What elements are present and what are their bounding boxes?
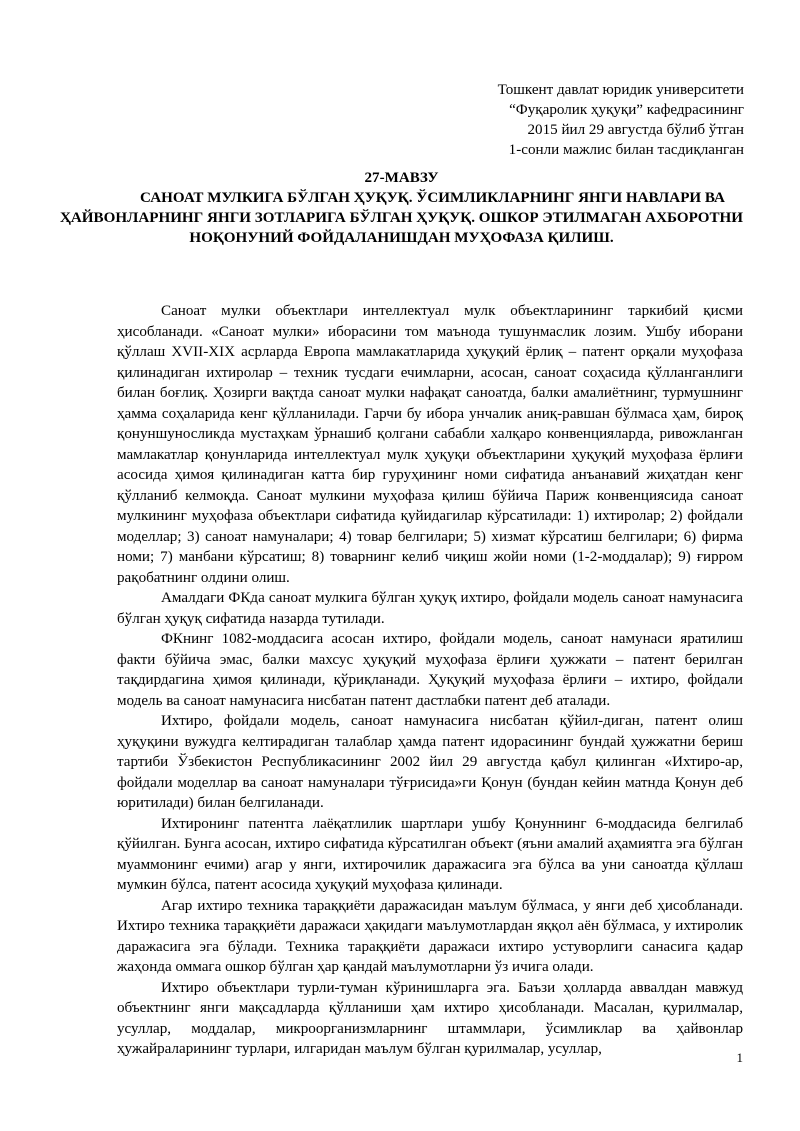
paragraph: Ихтиро, фойдали модель, саноат намунасига нисбатан қўйил-диган, патент олиш ҳуқуқини вужудга келтирадиган талаблар ҳамда патент идорасининг бундай ҳужжатни бериш тартиби Ўзбекистон Республикасининг 2002 йил 29 августда қабул қилинган «Ихтиро-ар, фойдали моделлар ва саноат намуналари тўғрисида»ги Қонун (бундан кейин матнда Қонун деб юритилади) билан белгиланади. [117, 713, 743, 811]
paragraph: Саноат мулки объектлари интеллектуал мулк объектларининг таркибий қисми ҳисобланади. «Саноат мулки» иборасини том маънода тушунмаслик лозим. Ушбу иборани қўллаш XVII-XIX асрларда Европа мамлакатларида ҳуқуқий ёрлиқ – патент орқали муҳофаза қилинадиган ихтиролар – техник тусдаги ечимларни, асосан, саноат соҳасида қўлланганлиги билан боғлиқ. Ҳозирги вақтда саноат мулки нафақат саноатда, балки амалиётнинг, турмушнинг ҳамма соҳаларида кенг қўлланилади. Гарчи бу ибора унчалик аниқ-равшан бўлмаса ҳам, бироқ қонуншуносликда мустаҳкам ўрнашиб қолгани сабабли халқаро конвенцияларда, ривожланган мамлакатлар қонунларида интеллектуал мулк ҳуқуқи объектларини ҳуқуқий муҳофаза ёрлиғи асосида ҳимоя қилинадиган катта бир гуруҳининг номи сифатида анъанавий жиҳатдан кенг қўлланиб келмоқда. Саноат мулкини муҳофаза қилиш бўйича Париж конвенциясида саноат мулкининг муҳофаза объектлари сифатида қуйидагилар кўрсатилади: 1) ихтиролар; 2) фойдали моделлар; 3) саноат намуналари; 4) товар белгилари; 5) хизмат кўрсатиш белгилари; 6) фирма номи; 7) манбани кўрсатиш; 8) товарнинг келиб чиқиш жойи номи (1-2-моддалар); 9) ғирром рақобатнинг олдини олиш. [117, 303, 743, 586]
approval-line: Тошкент давлат юридик университети [497, 82, 744, 98]
topic-number: 27-МАВЗУ [364, 170, 439, 186]
approval-line: 2015 йил 29 августда бўлиб ўтган [527, 122, 744, 138]
paragraph: Ихтиронинг патентга лаёқатлилик шартлари ушбу Қонуннинг 6-моддасида белгилаб қўйилган. Бунга асосан, ихтиро сифатида кўрсатилган объект (яъни амалий аҳамиятга эга бўлган муаммонинг ечими) агар у янги, ихтирочилик даражасига эга бўлса ва уни саноатда қўллаш мумкин бўлса, патент асосида ҳуқуқий муҳофаза қилинади. [117, 815, 743, 893]
approval-line: 1-сонли мажлис билан тасдиқланган [508, 142, 744, 158]
document-body [117, 301, 743, 1060]
paragraph: Амалдаги ФКда саноат мулкига бўлган ҳуқуқ ихтиро, фойдали модель саноат намунасига бўлган ҳуқуқ сифатида назарда тутилади. [117, 590, 743, 627]
document-title [60, 168, 743, 248]
paragraph: Агар ихтиро техника тараққиёти даражасидан маълум бўлмаса, у янги деб ҳисобланади. Ихтиро техника тараққиёти даражаси ҳақидаги маълумотлардан яққол аён бўлмаса, у ихтиролик даражасига эга бўлади. Техника тараққиёти даражаси ихтиро устуворлиги санасига қадар жаҳонда оммага ошкор бўлган ҳар қандай маълумотларни ўз ичига олади. [117, 897, 743, 975]
paragraph: ФКнинг 1082-моддасига асосан ихтиро, фойдали модель, саноат намунаси яратилиш факти бўйича эмас, балки махсус ҳуқуқий муҳофаза ёрлиғи ҳужжати – патент берилган тақдирдагина ҳимоя қилинади, қўриқланади. Ҳуқуқий муҳофаза ёрлиғи – ихтиро, фойдали модель ва саноат намунасига нисбатан патент дастлабки патент деб аталади. [117, 631, 743, 709]
approval-line: “Фуқаролик ҳуқуқи” кафедрасининг [509, 102, 744, 118]
topic-heading: САНОАТ МУЛКИГА БЎЛГАН ҲУҚУҚ. ЎСИМЛИКЛАРНИНГ ЯНГИ НАВЛАРИ ВА ҲАЙВОНЛАРНИНГ ЯНГИ ЗОТЛАРИГА БЎЛГАН ҲУҚУҚ. ОШКОР ЭТИЛМАГАН АХБОРОТНИ НОҚОНУНИЙ ФОЙДАЛАНИШДАН МУҲОФАЗА ҚИЛИШ. [60, 190, 744, 246]
page-number: 1 [736, 1050, 743, 1065]
paragraph: Ихтиро объектлари турли-туман кўринишларга эга. Баъзи ҳолларда аввалдан мавжуд объектнинг янги мақсадларда қўлланиши ҳам ихтиро ҳисобланади. Масалан, қурилмалар, усуллар, моддалар, микроорганизмларнинг штаммлари, ўсимликлар ва ҳайвонлар ҳужайраларининг турлари, илгаридан маълум бўлган қурилмалар, усуллар, [117, 979, 743, 1057]
approval-block [344, 80, 744, 160]
